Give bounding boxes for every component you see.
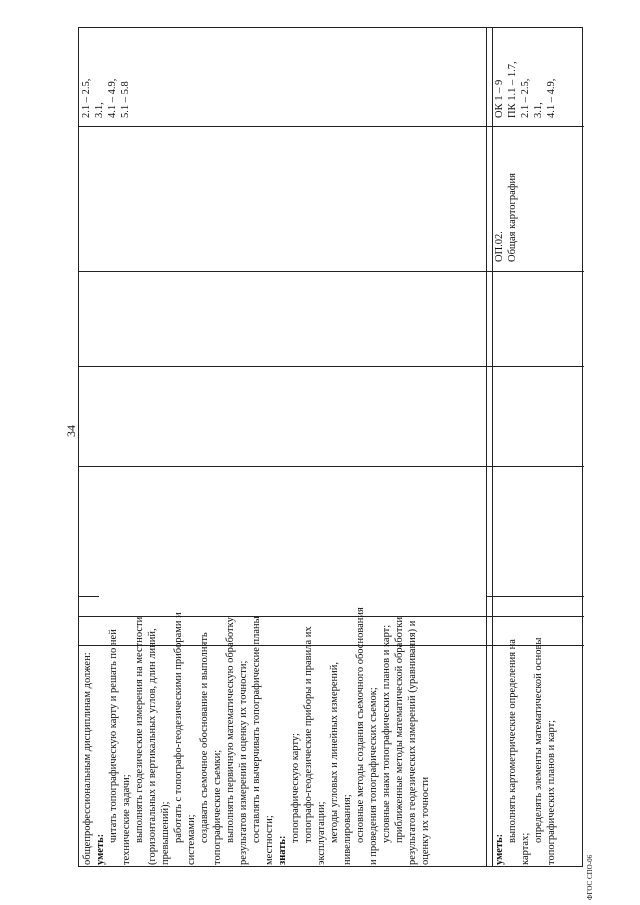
text-line: топографо-геодезические приборы и правила их xyxy=(303,626,314,843)
skills-heading: уметь: xyxy=(95,833,106,865)
text-line: и проведения топографических съемок; xyxy=(368,687,379,865)
text-line: составлять и вычерчивать топографические планы xyxy=(251,616,262,843)
text-line: результатов измерений и оценку их точности; xyxy=(238,660,249,865)
text-line: создавать съемочное обоснование и выполнять xyxy=(199,632,210,843)
row-divider xyxy=(486,28,487,866)
text-line: выполнять геодезические измерения на местности xyxy=(134,616,145,843)
text-line: выполнять картометрические определения на xyxy=(507,639,518,843)
row2-competences xyxy=(493,61,558,118)
column-divider xyxy=(79,366,584,367)
skills-heading: уметь: xyxy=(494,833,505,865)
text-line: топографических планов и карт; xyxy=(546,719,557,865)
text-line: определять элементы математической основы xyxy=(533,637,544,843)
row1-competences xyxy=(80,79,132,118)
discipline-title: Общая картография xyxy=(507,172,518,262)
row2-discipline xyxy=(493,173,519,262)
competence-code: 4.1 – 4.9, xyxy=(107,78,118,118)
row1-description xyxy=(81,607,432,865)
row2-description xyxy=(493,638,558,865)
page-number: 34 xyxy=(64,425,78,437)
text-line: превышений); xyxy=(160,801,171,865)
text-line: системами; xyxy=(186,814,197,865)
competence-code: 3.1, xyxy=(533,102,544,118)
text-line: результатов геодезических измерений (уравнивания) и xyxy=(407,620,418,865)
text-line: методы угловых и линейных измерений, xyxy=(329,662,340,843)
column-divider xyxy=(486,596,584,597)
competence-code: 2.1 – 2.5, xyxy=(520,78,531,118)
footer-label: ФГОС СПО-06 xyxy=(586,854,594,900)
text-line: общепрофессиональным дисциплинам должен: xyxy=(82,652,93,865)
discipline-code: ОП.02. xyxy=(494,231,505,262)
text-line: условные знаки топографических планов и карт; xyxy=(381,624,392,843)
column-divider xyxy=(79,271,584,272)
competence-code: 2.1 – 2.5, xyxy=(81,78,92,118)
column-divider xyxy=(79,596,99,597)
text-line: эксплуатации; xyxy=(316,801,327,865)
text-line: работать с топографо-геодезическими приборами и xyxy=(173,612,184,843)
text-line: читать топографическую карту и решать по ней xyxy=(108,629,119,843)
competence-code: 4.1 – 4.9, xyxy=(546,78,557,118)
text-line: топографическую карту; xyxy=(290,733,301,843)
text-line: приближенные методы математической обработки xyxy=(394,616,405,843)
text-line: оценку их точности xyxy=(420,776,431,865)
column-divider xyxy=(79,126,584,127)
text-line: технические задачи; xyxy=(121,774,132,865)
text-line: местности; xyxy=(264,815,275,865)
column-divider xyxy=(79,466,584,467)
competence-code: 3.1, xyxy=(94,102,105,118)
text-line: топографические съемки; xyxy=(212,749,223,865)
text-line: нивелирования; xyxy=(342,794,353,865)
text-line: (горизонтальных и вертикальных углов, длин линий, xyxy=(147,628,158,865)
text-line: картах; xyxy=(520,832,531,865)
competence-code: 5.1 – 5.8 xyxy=(120,81,131,118)
text-line: основные методы создания съемочного обоснования xyxy=(355,607,366,843)
competence-code: ОК 1 – 9 xyxy=(494,79,505,118)
text-line: выполнять первичную математическую обработку xyxy=(225,617,236,843)
competence-code: ПК 1.1 – 1.7, xyxy=(507,61,518,118)
knowledge-heading: знать: xyxy=(277,835,288,865)
